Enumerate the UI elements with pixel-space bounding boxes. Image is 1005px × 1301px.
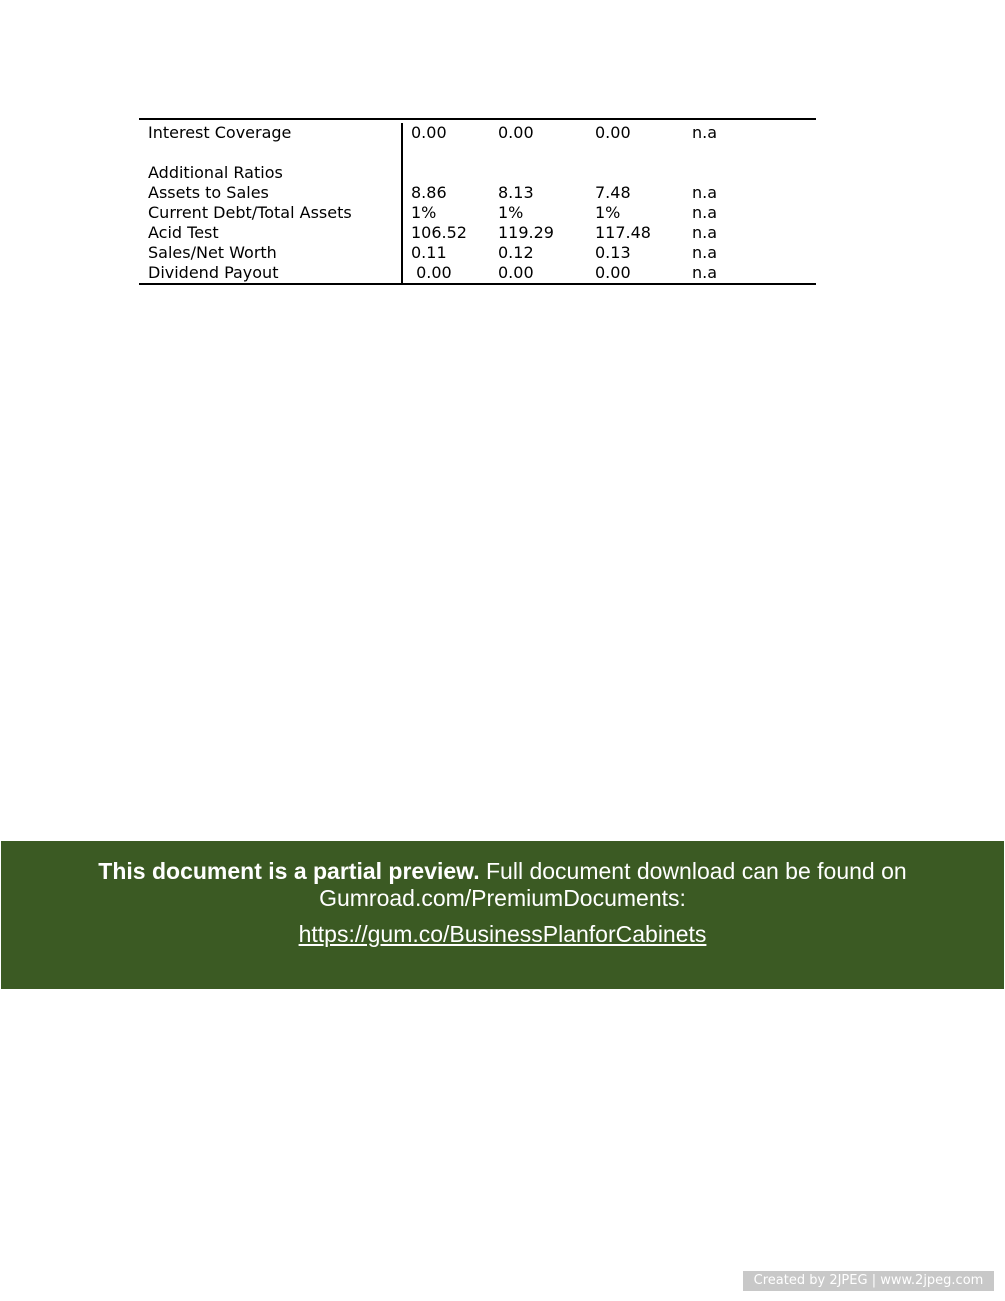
row-value-4: n.a <box>692 123 718 142</box>
row-label: Acid Test <box>139 223 403 243</box>
row-value-3: 0.13 <box>595 243 631 262</box>
row-value-1: 8.86 <box>411 183 447 202</box>
download-link[interactable]: https://gum.co/BusinessPlanforCabinets <box>298 921 707 947</box>
preview-source: Gumroad.com/PremiumDocuments: <box>319 885 686 911</box>
row-value-1: 1% <box>411 203 437 222</box>
row-label-empty <box>139 143 403 163</box>
row-value-1: 106.52 <box>411 223 467 242</box>
ratios-table <box>139 118 816 285</box>
preview-notice <box>1 857 1004 885</box>
watermark: Created by 2JPEG | www.2jpeg.com <box>743 1271 994 1291</box>
table-row <box>139 203 816 223</box>
table-row-interest-coverage <box>139 123 816 143</box>
row-value-3: 0.00 <box>595 123 631 142</box>
row-value-4: n.a <box>692 243 718 262</box>
row-value-4: n.a <box>692 223 718 242</box>
preview-notice-bold: This document is a partial preview. <box>98 858 480 884</box>
section-heading: Additional Ratios <box>139 163 403 183</box>
row-label: Dividend Payout <box>139 263 403 283</box>
preview-banner <box>1 841 1004 989</box>
row-value-3: 1% <box>595 203 621 222</box>
row-value-1: 0.00 <box>411 263 452 282</box>
row-value-2: 0.12 <box>498 243 534 262</box>
row-value-2: 0.00 <box>498 263 534 282</box>
table-row <box>139 223 816 243</box>
table-row-spacer <box>139 143 816 163</box>
row-value-4: n.a <box>692 203 718 222</box>
row-value-3: 7.48 <box>595 183 631 202</box>
row-value-4: n.a <box>692 263 718 282</box>
table-row <box>139 263 816 283</box>
table-row <box>139 243 816 263</box>
row-label: Sales/Net Worth <box>139 243 403 263</box>
row-label: Current Debt/Total Assets <box>139 203 403 223</box>
row-label: Assets to Sales <box>139 183 403 203</box>
table-row-heading <box>139 163 816 183</box>
row-label: Interest Coverage <box>139 123 403 143</box>
preview-notice-text: Full document download can be found on <box>479 858 907 884</box>
row-value-1: 0.11 <box>411 243 447 262</box>
row-value-2: 0.00 <box>498 123 534 142</box>
row-value-2: 8.13 <box>498 183 534 202</box>
table-row <box>139 183 816 203</box>
row-value-4: n.a <box>692 183 718 202</box>
row-value-2: 119.29 <box>498 223 554 242</box>
row-value-2: 1% <box>498 203 524 222</box>
row-value-3: 117.48 <box>595 223 651 242</box>
row-value-3: 0.00 <box>595 263 631 282</box>
row-value-1: 0.00 <box>411 123 447 142</box>
